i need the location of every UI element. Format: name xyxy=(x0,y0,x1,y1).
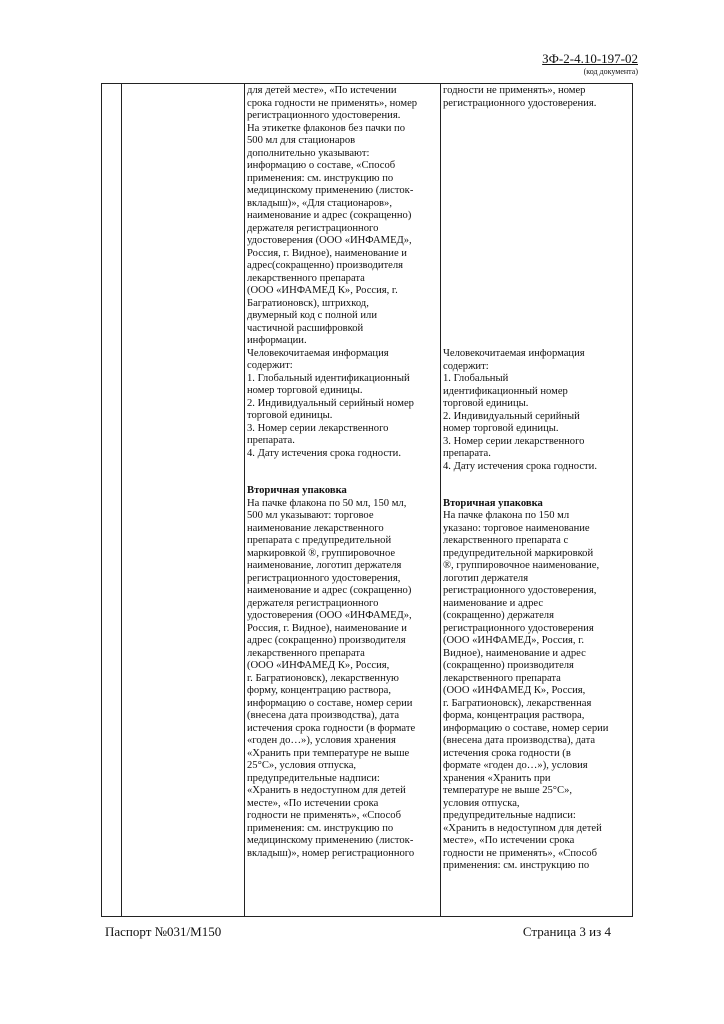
text-line: г. Багратионовск), лекарственную xyxy=(247,672,399,684)
table-border-bottom xyxy=(101,916,633,917)
document-code-block xyxy=(542,52,638,77)
secondary-packaging-heading: Вторичная упаковка xyxy=(247,485,347,496)
text-line: информацию о составе, номер серии xyxy=(247,697,413,709)
text-line: указано: торговое наименование xyxy=(443,522,590,534)
text-line: 3. Номер серии лекарственного xyxy=(247,422,389,434)
table-divider-2 xyxy=(244,83,245,917)
text-line: Багратионовск), штрихкод, xyxy=(247,297,369,309)
text-line: информацию о составе, номер серии xyxy=(443,722,609,734)
text-line: На этикетке флаконов без пачки по xyxy=(247,122,406,134)
text-line: наименование лекарственного xyxy=(247,522,384,534)
table-divider-3 xyxy=(440,83,441,917)
text-line: 1. Глобальный идентификационный xyxy=(247,372,410,384)
secondary-packaging-heading: Вторичная упаковка xyxy=(443,497,543,509)
text-line: торговой единицы. xyxy=(247,410,333,421)
text-line: лекарственного препарата xyxy=(443,672,561,684)
text-line: идентификационный номер xyxy=(443,385,568,397)
page-number: Страница 3 из 4 xyxy=(522,924,611,939)
text-line: информации. xyxy=(247,335,307,346)
text-line: 2. Индивидуальный серийный xyxy=(443,410,580,422)
text-line: дополнительно указывают: xyxy=(247,147,370,159)
text-line: держателя регистрационного xyxy=(247,222,379,234)
text-line: 2. Индивидуальный серийный номер xyxy=(247,397,414,409)
text-line: условия отпуска, xyxy=(443,797,520,809)
text-line: применения: см. инструкцию по xyxy=(247,172,394,184)
text-line: медицинскому применению (листок- xyxy=(247,835,414,846)
text-line: (сокращенно) держателя xyxy=(443,610,554,621)
text-line: месте», «По истечении срока xyxy=(247,797,379,809)
text-block-secondary-packaging xyxy=(247,498,434,861)
text-line: 4. Дату истечения срока годности. xyxy=(443,460,597,472)
text-line: форма, концентрация раствора, xyxy=(443,710,585,721)
text-line: торговой единицы. xyxy=(443,398,529,409)
text-line: ®, группировочное наименование, xyxy=(443,560,600,571)
text-line: годности не применять», номер xyxy=(443,85,586,96)
text-line: для детей месте», «По истечении xyxy=(247,85,397,96)
text-line: 4. Дату истечения срока годности. xyxy=(247,447,401,459)
text-line: (ООО «ИНФАМЕД К», Россия, xyxy=(443,685,586,696)
table-border-left xyxy=(101,83,102,917)
table-divider-1 xyxy=(121,83,122,917)
text-line: «годен до…»), условия хранения xyxy=(247,735,396,746)
text-line: препарата. xyxy=(247,435,295,446)
text-line: срока годности не применять», номер xyxy=(247,97,418,109)
text-line: На пачке флакона по 50 мл, 150 мл, xyxy=(247,497,407,509)
text-line: содержит: xyxy=(443,360,489,372)
text-line: применения: см. инструкцию по xyxy=(443,860,590,871)
text-line: г. Багратионовск), лекарственная xyxy=(443,697,592,709)
text-line: формате «годен до…»), условия xyxy=(443,760,588,771)
text-line: регистрационного удостоверения xyxy=(443,622,594,634)
text-line: регистрационного удостоверения, xyxy=(443,585,597,596)
text-block-top xyxy=(247,85,434,123)
text-line: форму, концентрацию раствора, xyxy=(247,685,392,696)
document-code-caption: (код документа) xyxy=(583,67,638,76)
column-proposed-text xyxy=(443,85,630,873)
text-block-secondary-packaging xyxy=(443,510,630,873)
text-line: двумерный код с полной или xyxy=(247,310,378,321)
text-line: вкладыш)», номер регистрационного xyxy=(247,847,415,859)
text-line: месте», «По истечении срока xyxy=(443,835,575,846)
text-line: (ООО «ИНФАМЕД К», Россия, xyxy=(247,660,390,671)
text-block-human-readable xyxy=(443,348,630,473)
text-line: адрес(сокращенно) производителя xyxy=(247,260,403,271)
text-block-label-info xyxy=(247,123,434,348)
text-line: логотип держателя xyxy=(443,572,529,584)
text-line: медицинскому применению (листок- xyxy=(247,185,414,196)
text-line: 500 мл для стационаров xyxy=(247,135,356,146)
text-block-human-readable xyxy=(247,348,434,461)
text-line: частичной расшифровкой xyxy=(247,322,364,334)
text-line: применения: см. инструкцию по xyxy=(247,822,394,834)
text-line: держателя регистрационного xyxy=(247,597,379,609)
text-line: температуре не выше 25°С», xyxy=(443,785,573,796)
text-line: номер торговой единицы. xyxy=(247,385,363,396)
text-line: (сокращенно) производителя xyxy=(443,660,574,671)
text-line: регистрационного удостоверения. xyxy=(247,110,401,121)
text-line: лекарственного препарата xyxy=(247,272,365,284)
text-line: информацию о составе, «Способ xyxy=(247,160,396,171)
text-line: (внесена дата производства), дата xyxy=(247,710,400,721)
text-line: истечения срока годности (в xyxy=(443,747,571,759)
text-line: лекарственного препарата xyxy=(247,647,365,659)
text-line: наименование, логотип держателя xyxy=(247,560,402,571)
passport-number: Паспорт №031/М150 xyxy=(105,924,222,939)
text-line: вкладыш)», «Для стационаров», xyxy=(247,197,392,209)
text-line: наименование и адрес (сокращенно) xyxy=(247,210,412,221)
text-line: «Хранить при температуре не выше xyxy=(247,747,410,759)
text-line: Человекочитаемая информация xyxy=(443,348,585,359)
text-line: удостоверения (ООО «ИНФАМЕД», xyxy=(247,610,412,621)
text-line: Россия, г. Видное), наименование и xyxy=(247,622,407,634)
column-current-text xyxy=(247,85,434,860)
table-border-right xyxy=(632,83,633,917)
text-line: Видное), наименование и адрес xyxy=(443,647,586,659)
text-line: препарата. xyxy=(443,448,491,459)
text-line: годности не применять», «Способ xyxy=(247,810,401,821)
text-line: 3. Номер серии лекарственного xyxy=(443,435,585,447)
text-line: хранения «Хранить при xyxy=(443,772,551,784)
document-code: ЗФ-2-4.10-197-02 xyxy=(542,51,638,66)
text-line: 25°С», условия отпуска, xyxy=(247,760,357,771)
specification-table xyxy=(101,83,633,917)
text-line: предупредительные надписи: xyxy=(247,772,380,784)
text-line: удостоверения (ООО «ИНФАМЕД», xyxy=(247,235,412,246)
text-line: номер торговой единицы. xyxy=(443,423,559,434)
text-line: (ООО «ИНФАМЕД К», Россия, г. xyxy=(247,285,398,296)
text-line: истечения срока годности (в формате xyxy=(247,722,416,734)
text-line: наименование и адрес xyxy=(443,597,544,609)
text-line: лекарственного препарата с xyxy=(443,535,569,546)
text-line: маркировкой ®, группировочное xyxy=(247,547,396,559)
text-line: адрес (сокращенно) производителя xyxy=(247,635,406,646)
text-line: На пачке флакона по 150 мл xyxy=(443,510,570,521)
text-line: 1. Глобальный xyxy=(443,373,509,384)
text-line: наименование и адрес (сокращенно) xyxy=(247,585,412,596)
text-line: Россия, г. Видное), наименование и xyxy=(247,247,407,259)
text-line: (ООО «ИНФАМЕД», Россия, г. xyxy=(443,635,585,646)
text-line: годности не применять», «Способ xyxy=(443,847,597,859)
text-line: регистрационного удостоверения, xyxy=(247,572,401,584)
text-line: Человекочитаемая информация xyxy=(247,347,389,359)
text-line: «Хранить в недоступном для детей xyxy=(247,785,406,796)
table-border-top xyxy=(101,83,633,84)
text-line: регистрационного удостоверения. xyxy=(443,97,597,109)
text-line: содержит: xyxy=(247,360,293,371)
text-line: «Хранить в недоступном для детей xyxy=(443,822,602,834)
text-line: предупредительные надписи: xyxy=(443,810,576,821)
text-line: предупредительной маркировкой xyxy=(443,547,594,559)
text-line: 500 мл указывают: торговое xyxy=(247,510,374,521)
text-block-top xyxy=(443,85,630,110)
text-line: (внесена дата производства), дата xyxy=(443,735,596,746)
text-line: препарата с предупредительной xyxy=(247,535,392,546)
